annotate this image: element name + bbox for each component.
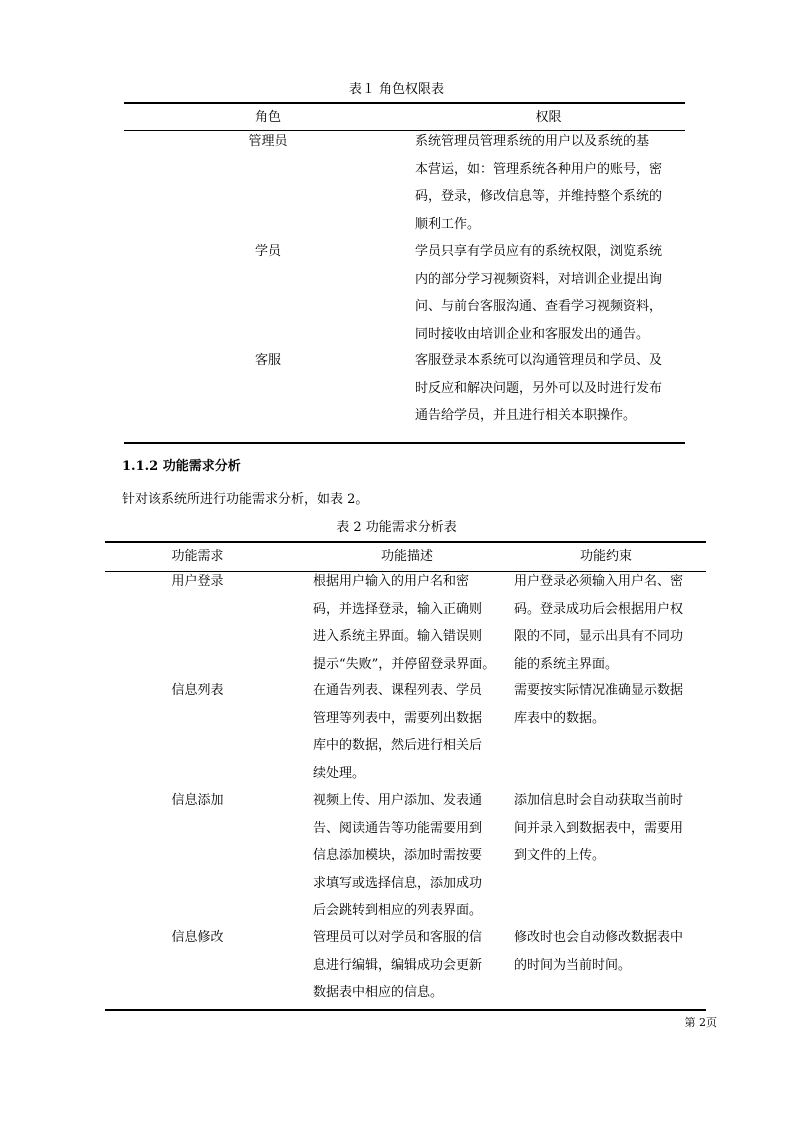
table1-role: 管理员 — [248, 134, 288, 149]
table2-caption: 表 2 功能需求分析表 — [336, 520, 457, 535]
table1-role: 学员 — [254, 244, 281, 259]
table2-constraint: 修改时也会自动修改数据表中 的时间为当前时间。 — [514, 930, 684, 973]
table1-bottom-rule — [124, 442, 685, 444]
table2-name: 用户登录 — [171, 574, 224, 589]
table2-constraint: 添加信息时会自动获取当前时 间并录入到数据表中，需要用 到文件的上传。 — [514, 793, 684, 863]
table2-header-name: 功能需求 — [171, 549, 224, 564]
section-intro: 针对该系统所进行功能需求分析，如表 2。 — [122, 492, 369, 507]
table2-header-constraint: 功能约束 — [579, 549, 632, 564]
table1-header-permission: 权限 — [535, 110, 562, 125]
table2-constraint: 需要按实际情况准确显示数据 库表中的数据。 — [514, 683, 684, 726]
table2-desc: 在通告列表、课程列表、学员 管理等列表中，需要列出数据 库中的数据，然后进行相关后 续处理。 — [313, 683, 483, 781]
table2-top-rule — [105, 541, 706, 543]
table1-top-rule — [124, 102, 685, 104]
table1-permission: 客服登录本系统可以沟通管理员和学员、及 时反应和解决问题，另外可以及时进行发布 通告给学员，并且进行相关本职操作。 — [415, 353, 663, 423]
table2-name: 信息添加 — [171, 793, 224, 808]
table2-name: 信息修改 — [171, 930, 224, 945]
table2-desc: 根据用户输入的用户名和密 码，并选择登录，输入正确则 进入系统主界面。输入错误则 提示“失败”，并停留登录界面。 — [313, 574, 496, 672]
table1-permission: 系统管理员管理系统的用户以及系统的基 本营运，如：管理系统各种用户的账号，密 码，登录，修改信息等，并维持整个系统的 顺利工作。 — [415, 134, 663, 232]
table1-role: 客服 — [254, 353, 281, 368]
table2-constraint: 用户登录必须输入用户名、密 码。登录成功后会根据用户权 限的不同，显示出具有不同功 能的系统主界面。 — [514, 574, 684, 672]
table1-header-role: 角色 — [254, 110, 281, 125]
table1-caption: 表１ 角色权限表 — [348, 82, 445, 97]
table2-header-desc: 功能描述 — [380, 549, 433, 564]
table1-permission: 学员只享有学员应有的系统权限，浏览系统 内的部分学习视频资料，对培训企业提出询 问、与前台客服沟通、查看学习视频资料， 同时接收由培训企业和客服发出的通告。 — [415, 244, 663, 342]
section-heading: 1.1.2 功能需求分析 — [122, 459, 241, 474]
page-number: 第 2页 — [684, 1016, 717, 1029]
table2-name: 信息列表 — [171, 683, 224, 698]
table2-desc: 管理员可以对学员和客服的信 息进行编辑，编辑成功会更新 数据表中相应的信息。 — [313, 930, 483, 1000]
table2-desc: 视频上传、用户添加、发表通 告、阅读通告等功能需要用到 信息添加模块，添加时需按要 求填写或选择信息，添加成功 后会跳转到相应的列表界面。 — [313, 793, 483, 918]
table2-bottom-rule — [105, 1009, 706, 1011]
